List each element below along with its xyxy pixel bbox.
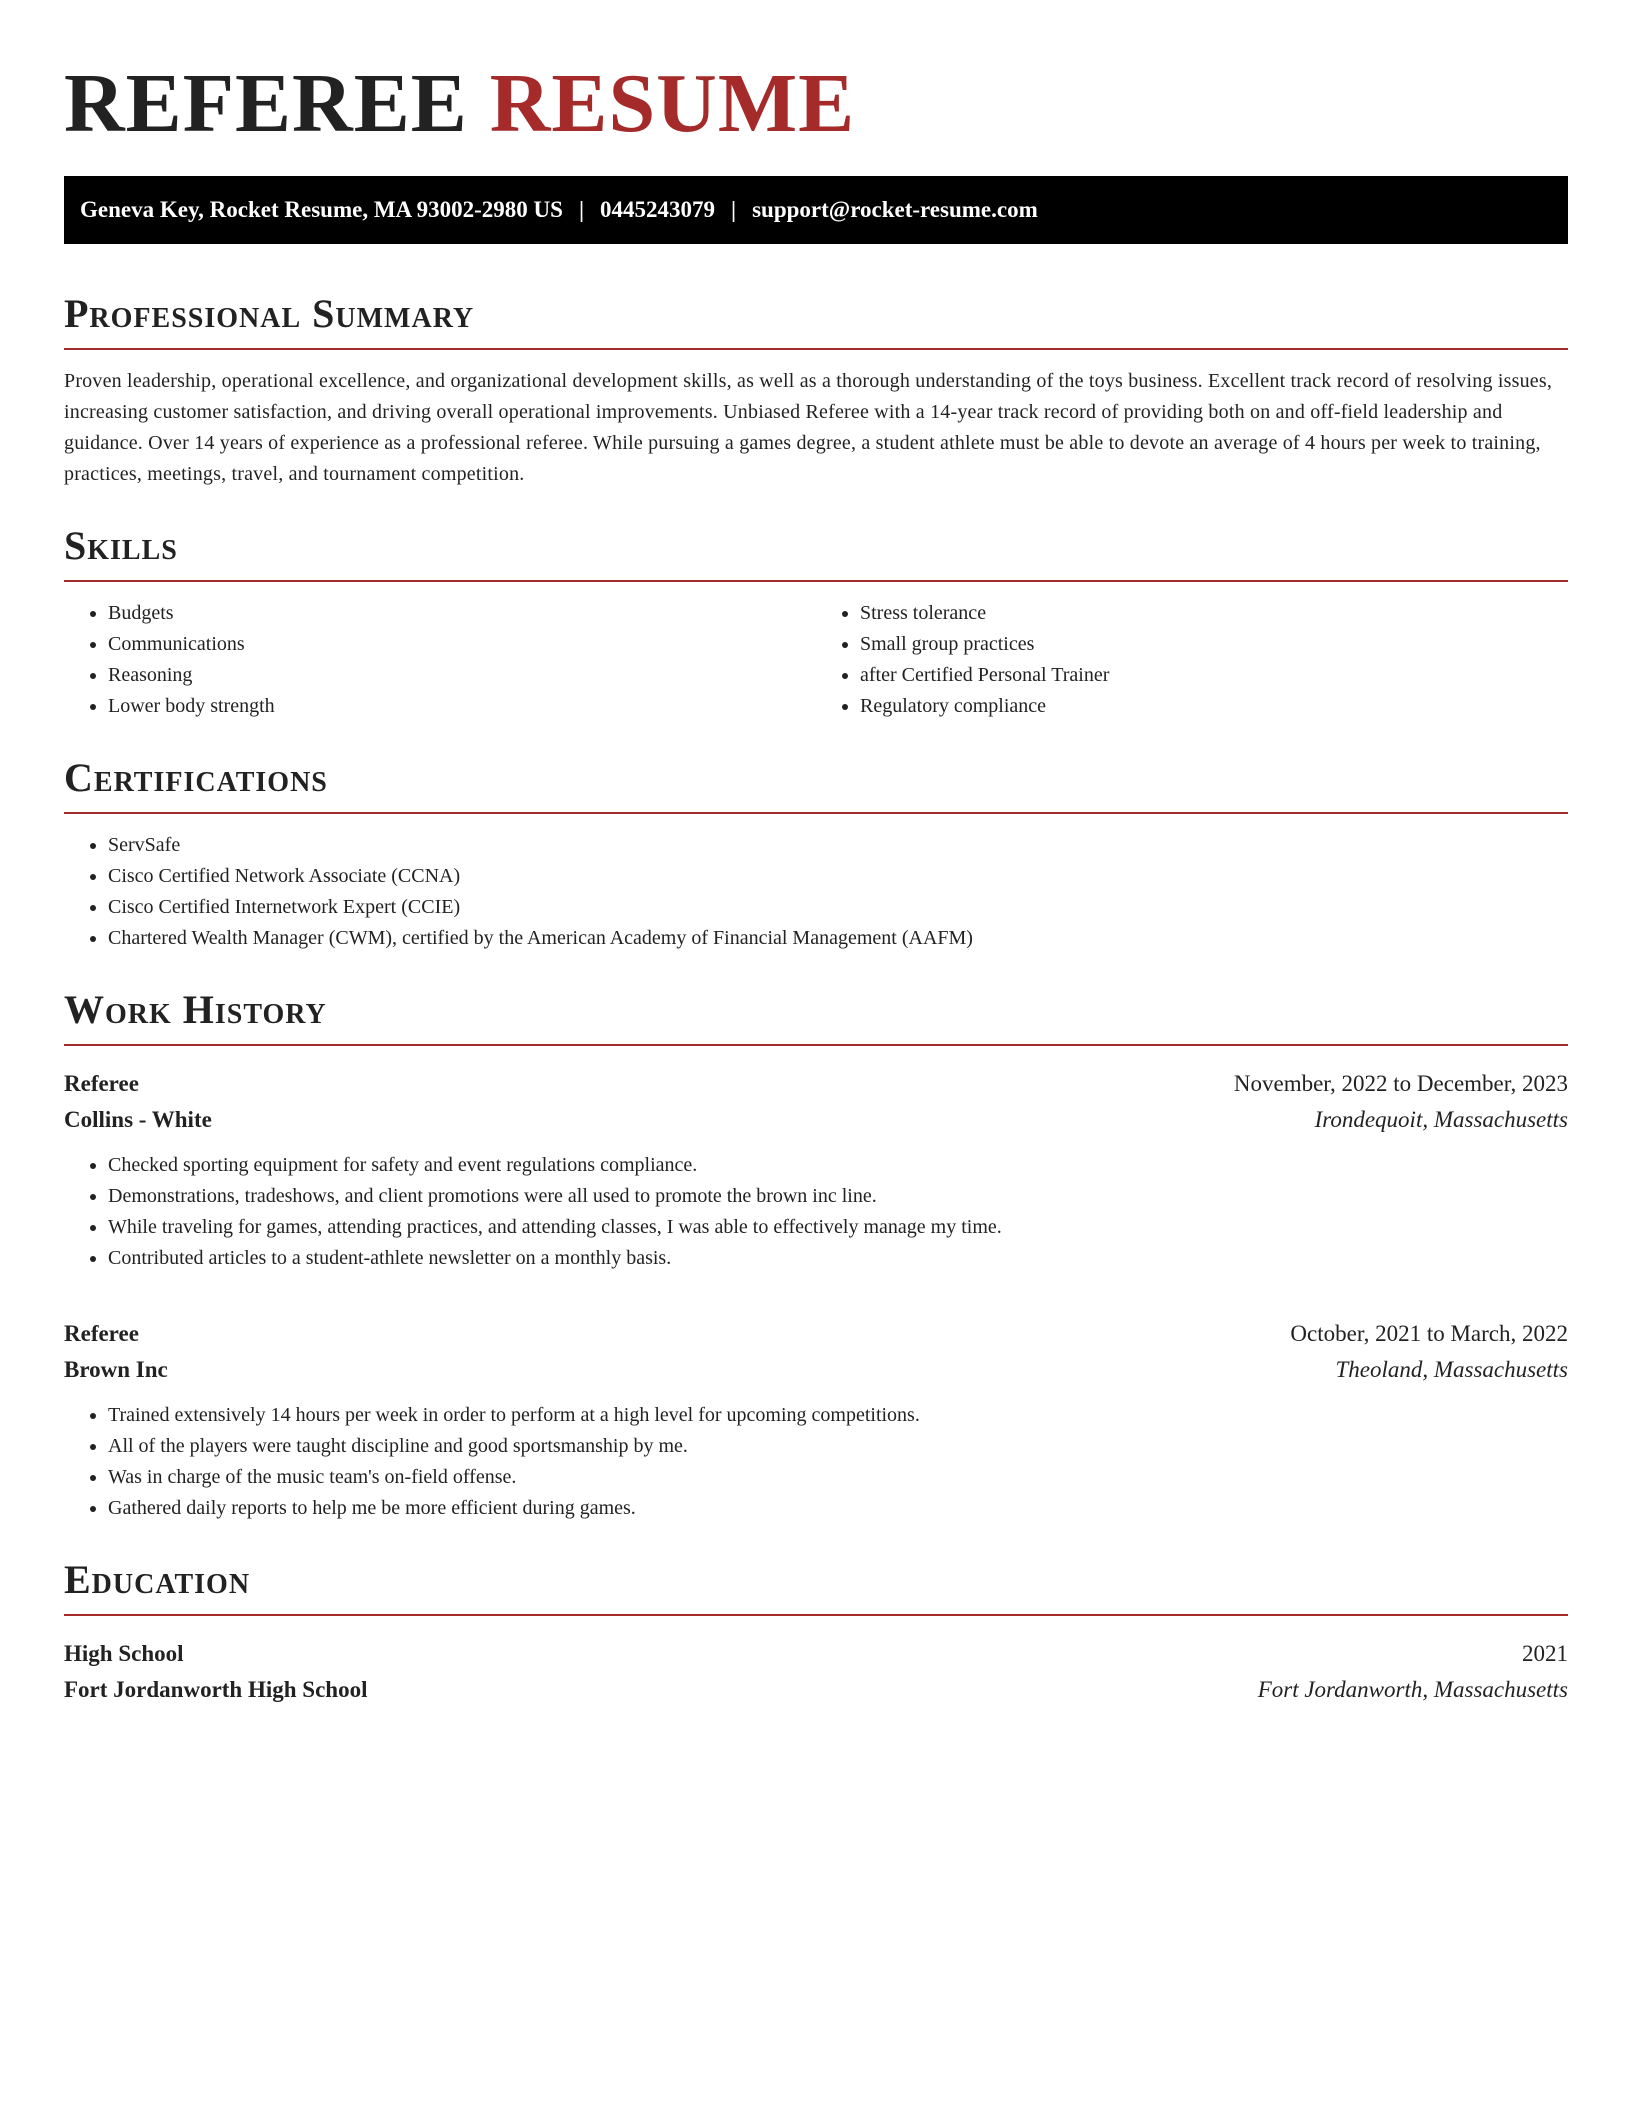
skill-item: • Small group practices: [860, 629, 1568, 660]
job-title: Referee: [64, 1071, 139, 1096]
job-company-row: [64, 1352, 1568, 1388]
skill-item: • Communications: [108, 629, 816, 660]
summary-text: Proven leadership, operational excellence, and organizational development skills, as well as a thorough understanding of the toys business. Excellent track record of resolving issues, increasing customer satisfaction, and driving overall operational improvements. Unbiased Referee with a 14-year track record of providing both on and off-field leadership and guidance. Over 14 years of experience as a professional referee. While pursuing a games degree, a student athlete must be able to devote an average of 4 hours per week to training, practices, meetings, travel, and tournament competition.: [64, 370, 1553, 485]
skill-item: • Budgets: [108, 598, 816, 629]
job-duties-list: [64, 1400, 1568, 1524]
contact-phone: 0445243079: [600, 197, 716, 222]
job-duties-list: [64, 1150, 1568, 1274]
certifications-list: [64, 830, 1568, 954]
job-duty-item: • Contributed articles to a student-athlete newsletter on a monthly basis.: [108, 1243, 1568, 1274]
contact-separator: |: [578, 197, 585, 222]
education-degree: High School: [64, 1641, 184, 1666]
skill-item: • Reasoning: [108, 660, 816, 691]
job-entry: [64, 1316, 1568, 1524]
job-dates: October, 2021 to March, 2022: [1290, 1321, 1568, 1346]
certification-item: • Chartered Wealth Manager (CWM), certified by the American Academy of Financial Management (AAFM): [108, 923, 1568, 954]
contact-separator: |: [731, 197, 737, 222]
job-dates: November, 2022 to December, 2023: [1233, 1071, 1568, 1096]
education-heading: Education: [64, 1557, 251, 1602]
summary-heading: Professional Summary: [64, 291, 475, 336]
job-title-row: [64, 1066, 1568, 1102]
section-divider: [64, 1044, 1568, 1046]
job-duty-item: • Gathered daily reports to help me be more efficient during games.: [108, 1493, 1568, 1524]
certification-item: • ServSafe: [108, 830, 1568, 861]
contact-bar: [64, 176, 1568, 244]
certification-item: • Cisco Certified Network Associate (CCNA): [108, 861, 1568, 892]
job-company: Collins - White: [64, 1107, 212, 1132]
job-duty-item: • Demonstrations, tradeshows, and client promotions were all used to promote the brown inc line.: [108, 1181, 1568, 1212]
education-school-row: [64, 1672, 1568, 1708]
education-location: Fort Jordanworth, Massachusetts: [1257, 1677, 1568, 1702]
job-company: Brown Inc: [64, 1357, 168, 1382]
education-year: 2021: [1522, 1641, 1568, 1666]
job-duty-item: • Was in charge of the music team's on-field offense.: [108, 1462, 1568, 1493]
job-location: Theoland, Massachusetts: [1335, 1357, 1568, 1382]
title-second-word: RESUME: [489, 57, 856, 150]
resume-title: [64, 56, 1568, 152]
job-company-row: [64, 1102, 1568, 1138]
certification-item: • Cisco Certified Internetwork Expert (CCIE): [108, 892, 1568, 923]
skills-heading: Skills: [64, 523, 178, 568]
job-duty-item: • While traveling for games, attending practices, and attending classes, I was able to effectively manage my time.: [108, 1212, 1568, 1243]
contact-email[interactable]: support@rocket-resume.com: [752, 197, 1038, 222]
contact-address: Geneva Key, Rocket Resume, MA 93002-2980 US: [80, 197, 563, 222]
job-duty-item: • All of the players were taught discipline and good sportsmanship by me.: [108, 1431, 1568, 1462]
job-title-row: [64, 1316, 1568, 1352]
skills-list-left: [64, 598, 816, 722]
certifications-heading: Certifications: [64, 755, 328, 800]
skill-item: • after Certified Personal Trainer: [860, 660, 1568, 691]
job-duty-item: • Checked sporting equipment for safety and event regulations compliance.: [108, 1150, 1568, 1181]
skills-grid: [64, 582, 1568, 722]
skill-item: • Lower body strength: [108, 691, 816, 722]
job-title: Referee: [64, 1321, 139, 1346]
work-history-heading: Work History: [64, 987, 327, 1032]
education-entry: [64, 1636, 1568, 1708]
skill-item: • Stress tolerance: [860, 598, 1568, 629]
education-school: Fort Jordanworth High School: [64, 1677, 368, 1702]
skills-list-right: [816, 598, 1568, 722]
section-divider: [64, 348, 1568, 350]
section-divider: [64, 1614, 1568, 1616]
education-degree-row: [64, 1636, 1568, 1672]
job-location: Irondequoit, Massachusetts: [1314, 1107, 1568, 1132]
job-entry: [64, 1066, 1568, 1274]
skill-item: • Regulatory compliance: [860, 691, 1568, 722]
job-duty-item: • Trained extensively 14 hours per week in order to perform at a high level for upcoming competitions.: [108, 1400, 1568, 1431]
title-first-word: REFEREE: [64, 57, 468, 150]
section-divider: [64, 812, 1568, 814]
